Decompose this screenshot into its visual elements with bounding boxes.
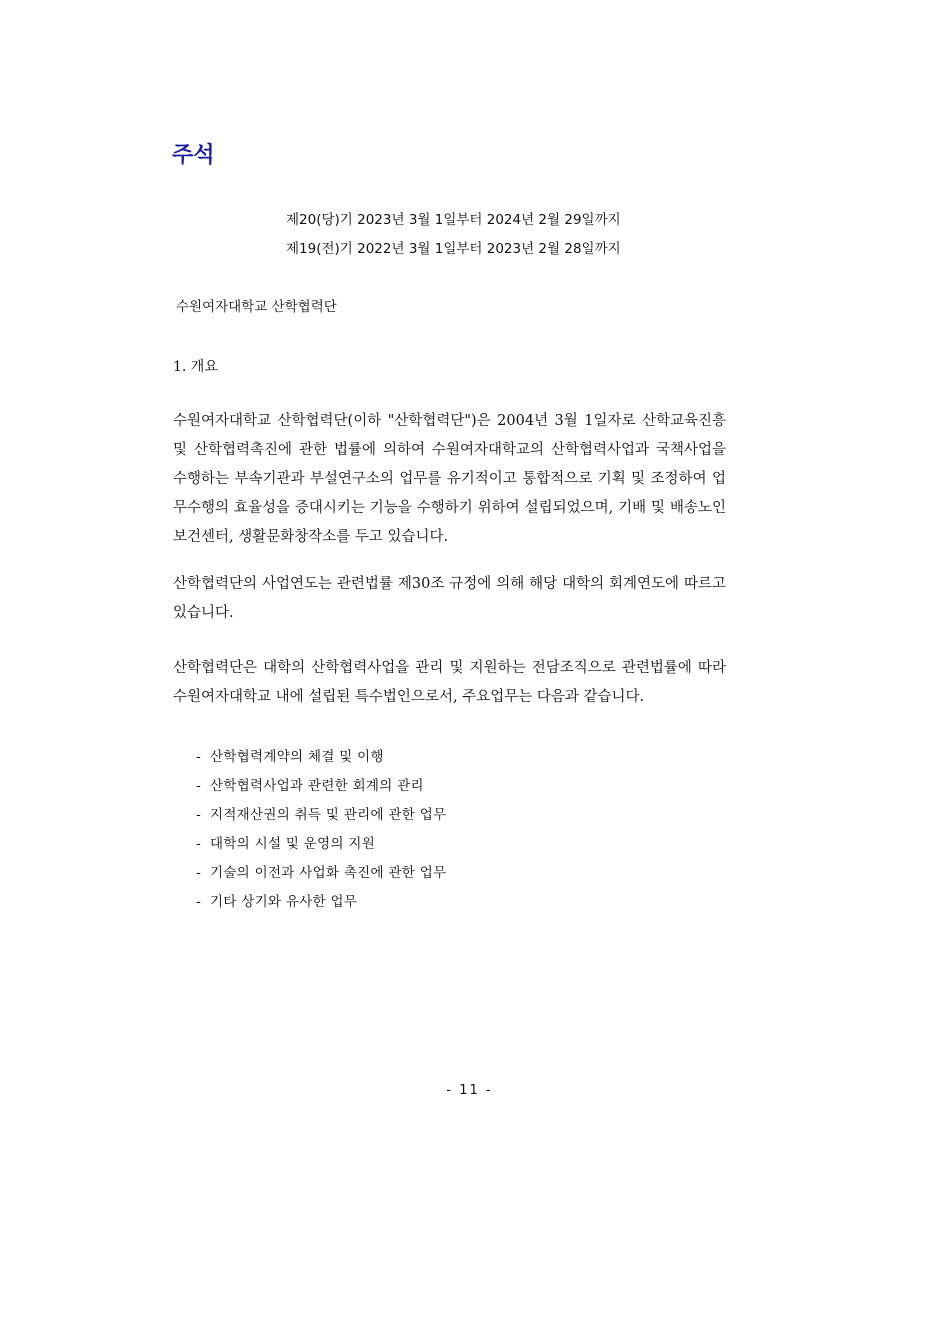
organization-name: 수원여자대학교 산학협력단 (176, 299, 337, 315)
list-item-text: 기타 상기와 유사한 업무 (210, 894, 358, 910)
list-item (196, 772, 446, 801)
list-marker: - (196, 749, 202, 765)
list-item-text: 지적재산권의 취득 및 관리에 관한 업무 (210, 807, 447, 823)
fiscal-period-current: 제20(당)기 2023년 3월 1일부터 2024년 2월 29일까지 (286, 212, 621, 228)
list-item (196, 743, 446, 772)
list-item-text: 산학협력계약의 체결 및 이행 (210, 749, 384, 765)
fiscal-year-paragraph: 산학협력단의 사업연도는 관련법률 제30조 규정에 의해 해당 대학의 회계연도에 따르고 있습니다. (173, 576, 726, 621)
list-item (196, 830, 446, 859)
overview-paragraph: 수원여자대학교 산학협력단(이하 "산학협력단")은 2004년 3월 1일자로 산학교육진흥 및 산학협력촉진에 관한 법률에 의하여 수원여자대학교의 산학협력사업과 국책사업을 수행하는 부속기관과 부설연구소의 업무를 유기적이고 통합적으로 기획 및 조정하여 업무수행의 효율성을 증대시키는 기능을 수행하기 위하여 설립되었으며, 기배 및 배송노인보건센터, 생활문화창작소를 두고 있습니다. (173, 413, 726, 545)
list-item-text: 기술의 이전과 사업화 촉진에 관한 업무 (210, 865, 447, 881)
page-number: - 11 - (446, 1083, 493, 1098)
duties-list (196, 743, 446, 917)
list-item (196, 859, 446, 888)
list-marker: - (196, 894, 202, 910)
duties-intro-paragraph: 산학협력단은 대학의 산학협력사업을 관리 및 지원하는 전담조직으로 관련법률에 따라 수원여자대학교 내에 설립된 특수법인으로서, 주요업무는 다음과 같습니다. (173, 660, 726, 705)
page-title: 주석 (172, 143, 215, 168)
list-marker: - (196, 865, 202, 881)
list-item-text: 산학협력사업과 관련한 회계의 관리 (210, 778, 424, 794)
list-marker: - (196, 807, 202, 823)
list-item (196, 801, 446, 830)
list-item (196, 888, 446, 917)
list-marker: - (196, 836, 202, 852)
fiscal-period-previous: 제19(전)기 2022년 3월 1일부터 2023년 2월 28일까지 (286, 241, 621, 257)
section-heading: 1. 개요 (173, 359, 218, 375)
list-marker: - (196, 778, 202, 794)
list-item-text: 대학의 시설 및 운영의 지원 (210, 836, 376, 852)
